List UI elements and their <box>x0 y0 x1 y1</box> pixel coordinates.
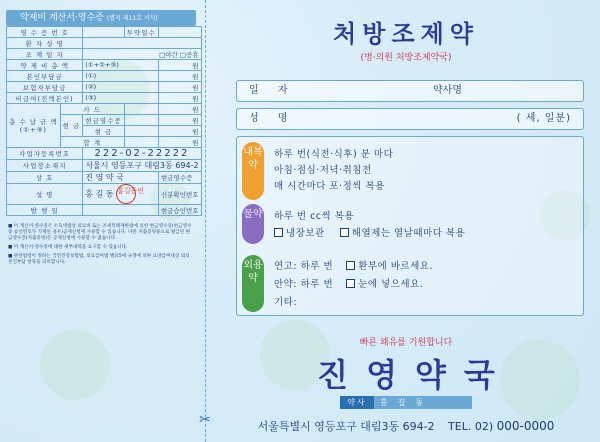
receipt-title: 약제비 계산서·영수증 <box>20 13 104 23</box>
envelope-title: 처방조제약 <box>333 20 479 48</box>
eyedrop-label: 안약: 하루 번 <box>274 279 334 290</box>
internal-medicine-badge: 내복약 <box>242 142 264 200</box>
won-unit: 원 <box>158 104 201 115</box>
store-name: 진 영 약 국 <box>83 172 159 184</box>
receipt-notes <box>8 224 194 269</box>
ointment-instruction: 환부에 바르세요. <box>358 261 433 272</box>
won-unit: 원 <box>158 126 201 137</box>
tel-label: TEL. 02) <box>448 420 494 433</box>
eyedrop-line <box>274 276 423 290</box>
non-cover-label: 비급여(전액본인) <box>7 93 83 104</box>
dispense-days-label: 투약일수 <box>124 27 158 38</box>
cut-line <box>205 0 206 442</box>
total-fee-label: 약 제 비 총 액 <box>7 60 83 71</box>
internal-line-2[interactable]: 아침·점심·저녁·취침전 <box>274 165 372 176</box>
ointment-checkbox[interactable] <box>346 261 355 270</box>
id-check-label: 신분확인번호 <box>158 184 201 205</box>
cash-receipt-value[interactable] <box>124 115 158 126</box>
issue-date-value[interactable] <box>83 205 159 216</box>
rep-label: 성 명 <box>7 184 83 205</box>
won-unit: 원 <box>158 71 201 82</box>
biz-no-label: 사업자등록번호 <box>7 148 83 160</box>
note-3: ■ 관련법령이 정하는 국민건강보험법, 의료급여법 별표5에 규정에 의한 요양급여대상 외의 본인부담 항목을 의미합니다. <box>8 254 190 265</box>
self-pay-no: (①) <box>83 71 159 82</box>
pharmacist-label: 약사명 <box>433 85 462 96</box>
ointment-line <box>274 258 433 272</box>
issue-date-label: 발 행 일 <box>7 205 83 216</box>
receipt-no-label: 영 수 증 번 호 <box>7 27 83 38</box>
self-pay-label: 본인부담금 <box>7 71 83 82</box>
card-label: 카 드 <box>60 104 124 115</box>
liquid-line-1[interactable]: 하루 번 cc씩 복용 <box>274 211 355 222</box>
night-holiday-options[interactable] <box>83 49 201 60</box>
cash-sub-label: 현 금 <box>83 126 124 137</box>
dispense-days-value[interactable] <box>158 27 201 38</box>
sum-value[interactable] <box>124 137 158 148</box>
liquid-medicine-badge: 물약 <box>242 204 264 244</box>
external-medicine-badge: 외용약 <box>242 255 264 312</box>
name-label: 성 명 <box>249 113 296 124</box>
note-1: ■ 이 계산서·영수증은 소득세법상 의료비 또는 조세특례제한법에 의한 현금영수증(현금영수증 승인번호가 기재된 경우)공제신청에 사용할 수 있습니다. 다만 지출증빙용으로 발급된 현금영수증(지출증빙)은 공제신청에 사용할 수 없습니다. <box>8 224 192 241</box>
pharmacy-name: 진영약국 <box>317 356 513 394</box>
envelope-subtitle: (병·의원 처방조제약국) <box>360 53 452 63</box>
receipt-table <box>6 26 202 216</box>
age-days-field: ( 세, 일분) <box>516 113 571 124</box>
refrigerate-label: 냉장보관 <box>286 228 325 239</box>
won-unit: 원 <box>158 60 201 71</box>
rep-name: 홍 길 동 <box>85 189 114 199</box>
won-unit: 원 <box>158 115 201 126</box>
scissors-icon: ✂ <box>199 412 211 428</box>
cash-value[interactable] <box>124 126 158 137</box>
receipt-panel <box>0 0 200 442</box>
biz-addr-label: 사업장소재지 <box>7 160 83 172</box>
refrigerate-checkbox[interactable] <box>274 228 283 237</box>
name-row[interactable] <box>236 108 584 130</box>
total-recv-formula: (①+③) <box>19 126 47 134</box>
holiday-checkbox[interactable]: □공휴 <box>179 50 199 59</box>
owner-label: 약사 <box>340 396 374 409</box>
total-recv-label <box>7 104 61 148</box>
biz-addr-value: 서울시 영등포구 대림3동 694-2 <box>83 160 201 172</box>
eyedrop-instruction: 눈에 넣으세요. <box>358 279 424 290</box>
dispense-date-label: 조 제 일 자 <box>7 49 83 60</box>
rep-name-cell <box>83 184 159 205</box>
cash-label: 현 금 <box>60 115 83 137</box>
total-fee-formula: (①+②+③) <box>83 60 159 71</box>
won-unit: 원 <box>158 82 201 93</box>
won-unit: 원 <box>158 93 201 104</box>
receipt-form-no: (별지 제11호 서식) <box>106 15 158 22</box>
night-checkbox[interactable]: □야간 <box>159 50 178 59</box>
fever-checkbox[interactable] <box>340 228 349 237</box>
eyedrop-checkbox[interactable] <box>346 279 355 288</box>
sum-label: 합 계 <box>60 137 124 148</box>
liquid-line-2 <box>274 225 465 239</box>
ointment-label: 연고: 하루 번 <box>274 261 334 272</box>
date-row[interactable] <box>236 80 584 102</box>
wish-text: 빠른 쾌유를 기원합니다 <box>359 338 453 348</box>
note-2: ■ 이 계산서·영수증에 대한 세부내역을 요구할 수 있습니다. <box>8 245 128 250</box>
approval-no-label: 현금승인번호 <box>158 205 201 216</box>
cash-receipt-issue-label: 현금영수증 <box>158 172 201 184</box>
other-line[interactable]: 기타: <box>274 297 298 308</box>
non-cover-no: (③) <box>83 93 159 104</box>
patient-name-label: 환 자 성 명 <box>7 38 83 49</box>
card-value[interactable] <box>124 104 158 115</box>
pharmacy-address: 서울특별시 영등포구 대림3동 694-2 <box>257 420 435 433</box>
insurer-pay-no: (②) <box>83 82 159 93</box>
tel-number: 000-0000 <box>496 419 555 433</box>
internal-line-1[interactable]: 하루 번(식전·식후) 분 마다 <box>274 149 394 160</box>
internal-line-3[interactable]: 매 시간마다 포·정씩 복용 <box>274 181 385 192</box>
seal-stamp: 홍길동인 <box>116 184 136 204</box>
fever-label: 해열제는 열날때마다 복용 <box>351 228 466 239</box>
envelope-panel <box>212 0 600 442</box>
receipt-header <box>6 10 196 26</box>
pharmacy-address-line <box>212 418 600 434</box>
owner-bar <box>340 396 472 409</box>
store-label: 상 호 <box>7 172 83 184</box>
insurer-pay-label: 보험자부담금 <box>7 82 83 93</box>
biz-no-value: 222-02-22222 <box>83 148 201 160</box>
total-recv-text: 총 수 납 금 액 <box>9 118 58 126</box>
date-label: 일 자 <box>249 85 296 96</box>
receipt-no-value[interactable] <box>83 27 124 38</box>
patient-name-value[interactable] <box>83 38 201 49</box>
cash-receipt-label: 현금영수증 <box>83 115 124 126</box>
owner-name: 홍길동 <box>380 398 434 407</box>
won-unit: 원 <box>158 137 201 148</box>
